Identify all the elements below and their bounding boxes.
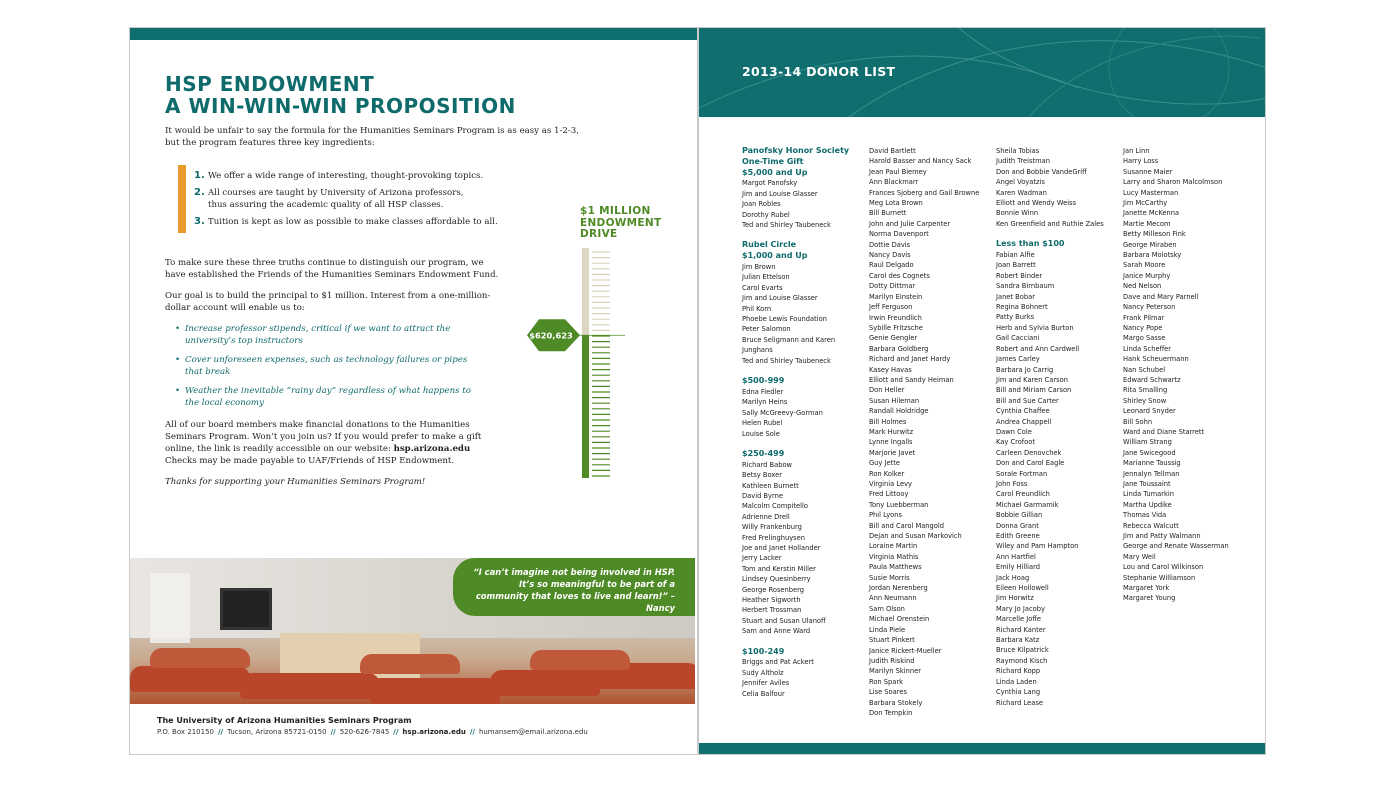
- donor-name: Don Tempkin: [869, 708, 913, 717]
- ingredient-text: Tuition is kept as low as possible to make classes affordable to all.: [208, 217, 498, 227]
- checks-text: Checks may be made payable to UAF/Friends of HSP Endowment.: [165, 456, 455, 466]
- donor-name: Jim Horwitz: [996, 594, 1034, 603]
- donor-name: Betty Milleson Fink: [1123, 230, 1186, 239]
- donor-name: Loraine Martin: [869, 542, 918, 551]
- donor-name: Barbara Jo Carrig: [996, 365, 1054, 374]
- donor-name: Bonnie Winn: [996, 209, 1039, 218]
- donor-name: Sally McGreevy-Gorman: [742, 408, 823, 417]
- donor-name: Dejan and Susan Markovich: [869, 532, 962, 541]
- donor-name: Joe and Janet Hollander: [742, 543, 821, 552]
- donor-name: Susanne Maier: [1123, 167, 1173, 176]
- donor-name: Phoebe Lewis Foundation: [742, 315, 827, 324]
- donor-name: Bill and Miriam Carson: [996, 386, 1072, 395]
- bottom-bar: [699, 743, 1265, 754]
- donor-name: George Rosenberg: [742, 585, 805, 594]
- classroom-photo: [130, 558, 695, 704]
- footer-city: Tucson, Arizona 85721-0150: [227, 728, 327, 736]
- donor-name: Marilyn Einstein: [869, 292, 923, 301]
- ingredient-number: 2.: [194, 187, 205, 198]
- thanks-text: Thanks for supporting your Humanities Seminars Program!: [165, 477, 426, 487]
- donor-name: Paula Matthews: [869, 563, 922, 572]
- giving-level-amount: $1,000 and Up: [742, 251, 808, 261]
- donor-name: Lindsey Quesinberry: [742, 575, 811, 584]
- donor-name: Marjorie Javet: [869, 448, 916, 457]
- title-line-2: A WIN-WIN-WIN PROPOSITION: [165, 94, 516, 118]
- donor-name: Peter Salomon: [742, 325, 791, 334]
- donor-name: Virginia Levy: [869, 480, 912, 488]
- donor-name: Adrienne Drell: [742, 512, 790, 521]
- donor-name: Mary Jo Jacoby: [996, 604, 1045, 613]
- donor-name: Malcolm Compitello: [742, 502, 808, 511]
- ingredient-number: 1.: [194, 170, 205, 181]
- donor-name: Joan Barrett: [996, 261, 1036, 270]
- donor-name: Tony Luebberman: [869, 500, 929, 509]
- donor-name: Joan Robles: [742, 200, 781, 209]
- donor-name: Gail Cacciani: [996, 334, 1040, 343]
- spacer: [742, 366, 867, 376]
- donor-name: Shirley Snow: [1123, 396, 1167, 405]
- donor-name: Barbara Stokely: [869, 698, 923, 707]
- donor-name: Lou and Carol Wilkinson: [1123, 563, 1204, 572]
- donor-name: Bobbie Gillian: [996, 511, 1043, 520]
- donor-name: Genie Gengler: [869, 334, 918, 343]
- donor-name: Fabian Alfie: [996, 251, 1035, 260]
- donor-name: Hank Scheuermann: [1123, 355, 1189, 364]
- donor-name: Nancy Davis: [869, 251, 911, 260]
- paragraph-goal: Our goal is to build the principal to $1 million. Interest from a one-million-dollar account will enable us to:: [165, 291, 491, 313]
- footer-po-box: P.O. Box 210150: [157, 728, 214, 736]
- donor-name: Bruce Seligmann and Karen: [742, 335, 836, 344]
- donor-name: Cynthia Chaffee: [996, 407, 1050, 416]
- donor-name: Celia Balfour: [742, 689, 785, 698]
- donor-name: Stuart and Susan Ulanoff: [742, 616, 826, 625]
- paragraph-endowment-fund: To make sure these three truths continue to distinguish our program, we have established the Friends of the Humanities Seminars Endowment Fund.: [165, 258, 499, 280]
- donor-name: Randall Holdridge: [869, 407, 929, 416]
- donor-name: Eileen Hollowell: [996, 584, 1049, 593]
- donor-column-2: [869, 146, 994, 718]
- donor-name: Phil Korn: [742, 304, 772, 313]
- donor-name: Ted and Shirley Taubeneck: [742, 356, 831, 365]
- monitor-image: [220, 588, 272, 630]
- current-amount-label: $620,623: [529, 330, 573, 341]
- donor-name: Jim and Patty Walmann: [1123, 532, 1201, 541]
- website-link[interactable]: hsp.arizona.edu: [393, 444, 471, 454]
- donor-name: Sheila Tobias: [996, 147, 1040, 155]
- donor-name: David Bartlett: [869, 147, 916, 155]
- donor-name: Irwin Freundlich: [869, 313, 922, 322]
- giving-level-amount: $100-249: [742, 646, 785, 656]
- donor-name: Stuart Pinkert: [869, 636, 915, 645]
- donor-name: Barbara Katz: [996, 636, 1040, 645]
- donor-name: Dave and Mary Parnell: [1123, 292, 1199, 301]
- donor-name: Nancy Peterson: [1123, 303, 1176, 312]
- donor-name: Helen Rubel: [742, 419, 783, 428]
- donor-name: John and Julie Carpenter: [869, 219, 951, 228]
- donor-name: Ken Greenfield and Ruthie Zales: [996, 219, 1104, 228]
- donor-name: Jim and Louise Glasser: [742, 189, 818, 198]
- donor-name: Dorothy Rubel: [742, 210, 790, 219]
- donor-name: Sybille Fritzsche: [869, 323, 923, 332]
- donor-name: Michael Garmamik: [996, 500, 1059, 509]
- donor-name: Elliott and Sandy Heiman: [869, 375, 954, 384]
- donor-name: Linda Laden: [996, 677, 1037, 686]
- thermometer-fill: [582, 335, 589, 478]
- donor-name: Carol Evarts: [742, 283, 783, 292]
- bullet-item: • Weather the inevitable “rainy day” regardless of what happens to the local economy: [177, 385, 477, 409]
- donor-column-1: [742, 146, 867, 699]
- donor-name: James Carley: [996, 355, 1040, 364]
- donor-name: Marilyn Skinner: [869, 667, 921, 676]
- donor-name: Ron Kolker: [869, 469, 905, 478]
- donor-name: Richard Kanter: [996, 625, 1046, 634]
- endowment-drive-label: [580, 206, 661, 241]
- bullet-item: • Increase professor stipends, critical if we want to attract the university’s top instructors: [177, 323, 477, 347]
- donor-name: Betsy Boxer: [742, 471, 782, 480]
- giving-level-heading: Panofsky Honor Society: [742, 146, 850, 155]
- giving-level-amount: $500-999: [742, 376, 785, 386]
- donor-name: Barbara Molotsky: [1123, 251, 1182, 260]
- donor-name: Janet Bobar: [996, 292, 1035, 301]
- donor-name: Michael Orenstein: [869, 615, 930, 624]
- spacer: [742, 637, 867, 647]
- page-title: [165, 73, 516, 117]
- donor-name: Don and Carol Eagle: [996, 459, 1065, 468]
- title-line-1: HSP ENDOWMENT: [165, 72, 375, 96]
- donor-name: Richard and Janet Hardy: [869, 355, 951, 364]
- donor-name: Jane Toussaint: [1123, 480, 1171, 488]
- donor-name: Bill Holmes: [869, 417, 907, 426]
- donor-name: Kay Crofoot: [996, 438, 1035, 447]
- donor-name: Don and Bobbie VandeGriff: [996, 167, 1087, 176]
- paragraph-join-us: [165, 419, 485, 467]
- donor-name: Raul Delgado: [869, 261, 914, 270]
- donor-name: Mark Hurwitz: [869, 427, 914, 436]
- donor-name: Sorale Fortman: [996, 469, 1048, 478]
- donor-name: Jane Swicegood: [1123, 448, 1176, 457]
- donor-name: Sam and Anne Ward: [742, 627, 811, 636]
- donor-name: David Byrne: [742, 491, 783, 500]
- donor-name: Linda Piele: [869, 625, 906, 634]
- footer-organization: The University of Arizona Humanities Seminars Program: [157, 716, 412, 725]
- donor-name: Rebecca Walcutt: [1123, 521, 1179, 530]
- donor-name: Lynne Ingalls: [869, 438, 913, 447]
- donor-name: Jerry Lacker: [742, 554, 782, 563]
- donor-name: Heather Sigworth: [742, 595, 801, 604]
- donor-name: Margaret Young: [1123, 594, 1176, 603]
- donor-name: Julian Ettelson: [742, 273, 790, 282]
- footer-website-link[interactable]: hsp.arizona.edu: [402, 728, 466, 736]
- donor-name: Harold Basser and Nancy Sack: [869, 157, 972, 166]
- giving-level-amount: $250-499: [742, 448, 785, 458]
- donor-name: Nan Schubel: [1123, 365, 1166, 374]
- donor-name: Jordan Nerenberg: [869, 584, 928, 593]
- footer-contact: P.O. Box 210150 // Tucson, Arizona 85721-0150 // 520-626-7845 // hsp.arizona.edu // humansem@email.arizona.edu: [157, 728, 588, 736]
- donor-name: Martie Mecom: [1123, 219, 1171, 228]
- donor-name: Marilyn Heins: [742, 398, 788, 407]
- giving-level-heading: Rubel Circle: [742, 240, 797, 250]
- donor-list-header: [699, 28, 1265, 117]
- donor-name: Angel Voyatzis: [996, 178, 1045, 187]
- donor-name: Bill Burnett: [869, 209, 907, 218]
- donor-name: Virginia Mathis: [869, 552, 919, 561]
- giving-level-heading: One-Time Gift: [742, 156, 804, 166]
- spacer: [742, 439, 867, 449]
- donor-name: Jennifer Aviles: [742, 679, 790, 688]
- drive-line-3: DRIVE: [580, 228, 618, 240]
- bullet-item: • Cover unforeseen expenses, such as technology failures or pipes that break: [177, 354, 477, 378]
- donor-name: Janice Murphy: [1123, 271, 1171, 280]
- donor-name: Jan Linn: [1123, 147, 1150, 155]
- donor-name: Carol des Cognets: [869, 271, 930, 280]
- donor-name: Wiley and Pam Hampton: [996, 542, 1079, 551]
- donor-name: Margaret York: [1123, 584, 1170, 593]
- donor-name: Ward and Diane Starrett: [1123, 427, 1205, 436]
- donor-name: Patty Burks: [996, 313, 1035, 322]
- donor-name: Richard Lease: [996, 698, 1043, 707]
- spacer: [996, 229, 1121, 239]
- donor-name: Jack Hoag: [996, 573, 1030, 582]
- donor-column-4: [1123, 146, 1248, 604]
- donor-name: Edward Schwartz: [1123, 375, 1181, 384]
- donor-name: Jeff Ferguson: [869, 303, 913, 312]
- donor-name: Ted and Shirley Taubeneck: [742, 221, 831, 230]
- donor-name: Leonard Snyder: [1123, 407, 1176, 416]
- donor-name: Robert Binder: [996, 271, 1043, 280]
- giving-level-amount: Less than $100: [996, 239, 1065, 249]
- donor-name: Ann Hartfiel: [996, 552, 1036, 561]
- donor-name: Bruce Kilpatrick: [996, 646, 1049, 655]
- donor-name: John Foss: [996, 479, 1028, 488]
- donor-column-3: [996, 146, 1121, 708]
- donor-name: Andrea Chappell: [996, 417, 1052, 426]
- footer-email-link[interactable]: humansem@email.arizona.edu: [478, 728, 588, 736]
- donor-name: Janette McKenna: [1123, 209, 1180, 218]
- donor-name: Emily Hilliard: [996, 563, 1040, 572]
- donor-name: Jim and Louise Glasser: [742, 294, 818, 303]
- ingredients-list: [178, 165, 558, 233]
- right-page: [698, 27, 1266, 755]
- donor-name: Frances Sjoberg and Gail Browne: [869, 188, 980, 197]
- donor-name: Raymond Kisch: [996, 656, 1048, 665]
- donor-name: Linda Scheffer: [1123, 344, 1172, 353]
- donor-name: Herb and Sylvia Burton: [996, 323, 1074, 332]
- donor-name: Robert and Ann Cardwell: [996, 344, 1080, 353]
- donor-name: Carleen Denovchek: [996, 448, 1062, 457]
- donor-name: Linda Tumarkin: [1123, 490, 1174, 499]
- donor-name: Sarah Moore: [1123, 261, 1166, 270]
- donor-name: Harry Loss: [1123, 157, 1159, 166]
- donor-name: Lise Soares: [869, 688, 907, 697]
- donor-name: Guy Jette: [869, 459, 900, 468]
- donor-name: Mary Weil: [1123, 552, 1156, 561]
- donor-name: Frank Pilmar: [1123, 313, 1165, 322]
- donor-name: Donna Grant: [996, 521, 1039, 530]
- top-bar: [130, 28, 697, 40]
- donor-name: Elliott and Wendy Weiss: [996, 199, 1077, 208]
- ingredient-text: All courses are taught by University of Arizona professors, thus assuring the academic quality of all HSP classes.: [208, 188, 464, 210]
- donor-name: Kasey Havas: [869, 365, 912, 374]
- donor-name: George Miraben: [1123, 240, 1177, 249]
- ingredient-text: We offer a wide range of interesting, thought-provoking topics.: [208, 171, 484, 181]
- donor-name: Barbara Goldberg: [869, 344, 929, 353]
- donor-name: Marcelle Joffe: [996, 615, 1042, 624]
- donor-name: Susie Morris: [869, 573, 910, 582]
- donor-name: Junghans: [742, 346, 773, 355]
- donor-name: Judith Treistman: [996, 157, 1050, 166]
- goal-bullets: [177, 323, 477, 416]
- donor-name: Stephanie Williamson: [1123, 573, 1196, 582]
- donor-name: Thomas Vida: [1123, 511, 1167, 520]
- donor-name: Willy Frankenburg: [742, 523, 802, 532]
- footer-phone: 520-626-7845: [339, 728, 390, 736]
- donor-name: Dotty Dittmar: [869, 282, 916, 291]
- donor-name: Edith Greene: [996, 532, 1040, 541]
- donor-name: Edna Fiedler: [742, 387, 784, 396]
- ingredient-item: [194, 216, 558, 228]
- endowment-thermometer: [525, 243, 635, 483]
- donor-name: Sudy Altholz: [742, 668, 784, 677]
- donor-name: Marianne Taussig: [1123, 459, 1181, 468]
- donor-name: Sam Olson: [869, 604, 905, 613]
- join-us-text: All of our board members make financial donations to the Humanities Seminars Program. Won’t you join us? If you would prefer to make a gift online, the link is readily accessible on our website:: [165, 420, 482, 454]
- donor-name: Tom and Kerstin Miller: [742, 564, 816, 573]
- donor-name: Margo Sasse: [1123, 334, 1166, 343]
- donor-name: Martha Updike: [1123, 500, 1172, 509]
- thermometer-ticks: [592, 252, 610, 476]
- donor-name: Jean Paul Biemey: [869, 167, 927, 176]
- donor-name: Karen Wadman: [996, 188, 1047, 197]
- donor-name: Louise Sole: [742, 429, 780, 438]
- donor-name: Richard Kopp: [996, 667, 1041, 676]
- donor-name: Ann Neumann: [869, 594, 917, 603]
- donor-name: Bill and Carol Mangold: [869, 521, 944, 530]
- donor-name: Herbert Trossman: [742, 606, 802, 615]
- donor-name: Jim and Karen Carson: [996, 375, 1068, 384]
- donor-name: Lucy Masterman: [1123, 188, 1179, 197]
- testimonial-quote: “I can’t imagine not being involved in HSP. It’s so meaningful to be part of a community that loves to live and learn!” – Nancy: [453, 558, 695, 616]
- donor-name: Rita Smalling: [1123, 386, 1168, 395]
- intro-text: It would be unfair to say the formula for the Humanities Seminars Program is as easy as 1-2-3, but the program features three key ingredients:: [165, 126, 579, 148]
- ingredient-item: [194, 187, 558, 211]
- donor-name: George and Renate Wasserman: [1123, 542, 1229, 551]
- drive-line-1: $1 MILLION: [580, 205, 651, 217]
- giving-level-amount: $5,000 and Up: [742, 167, 808, 177]
- donor-name: Larry and Sharon Malcolmson: [1123, 178, 1223, 187]
- donor-name: Dawn Cole: [996, 427, 1032, 436]
- donor-name: Don Heller: [869, 386, 905, 395]
- donor-name: Briggs and Pat Ackert: [742, 658, 814, 667]
- donor-name: Ron Spark: [869, 677, 904, 686]
- donor-name: Bill and Sue Carter: [996, 396, 1059, 405]
- drive-line-2: ENDOWMENT: [580, 216, 662, 229]
- donor-name: Jim McCarthy: [1123, 199, 1168, 208]
- donor-name: Bill Sohn: [1123, 417, 1153, 426]
- donor-name: Janice Rickert-Mueller: [869, 646, 942, 655]
- donor-name: Ned Nelson: [1123, 282, 1162, 291]
- donor-name: Regina Bohnert: [996, 303, 1048, 312]
- donor-name: Sandra Birnbaum: [996, 282, 1055, 291]
- donor-name: Cynthia Lang: [996, 688, 1041, 697]
- donor-name: Jim Brown: [742, 263, 776, 272]
- donor-name: Dottie Davis: [869, 240, 911, 249]
- ingredient-number: 3.: [194, 216, 205, 227]
- donor-name: Jennalyn Tellman: [1123, 469, 1180, 478]
- donor-name: Fred Littooy: [869, 490, 909, 499]
- left-page: [129, 27, 698, 755]
- donor-name: Meg Lota Brown: [869, 199, 923, 208]
- donor-name: Nancy Pope: [1123, 323, 1163, 332]
- donor-list-title: 2013-14 DONOR LIST: [742, 64, 896, 79]
- donor-name: Susan Hileman: [869, 396, 920, 405]
- donor-name: Norma Davenport: [869, 230, 929, 239]
- donor-name: Richard Babow: [742, 460, 793, 469]
- ingredient-item: [194, 170, 558, 182]
- donor-name: Carol Freundlich: [996, 490, 1050, 499]
- donor-name: Kathleen Burnett: [742, 481, 799, 490]
- donor-name: William Strang: [1123, 438, 1172, 447]
- donor-name: Margot Panofsky: [742, 179, 798, 188]
- donor-name: Ann Blackmarr: [869, 178, 919, 187]
- donor-name: Judith Riskind: [869, 656, 915, 665]
- spacer: [742, 230, 867, 240]
- donor-name: Fred Frelinghuysen: [742, 533, 805, 542]
- donor-name: Phil Lyons: [869, 511, 902, 520]
